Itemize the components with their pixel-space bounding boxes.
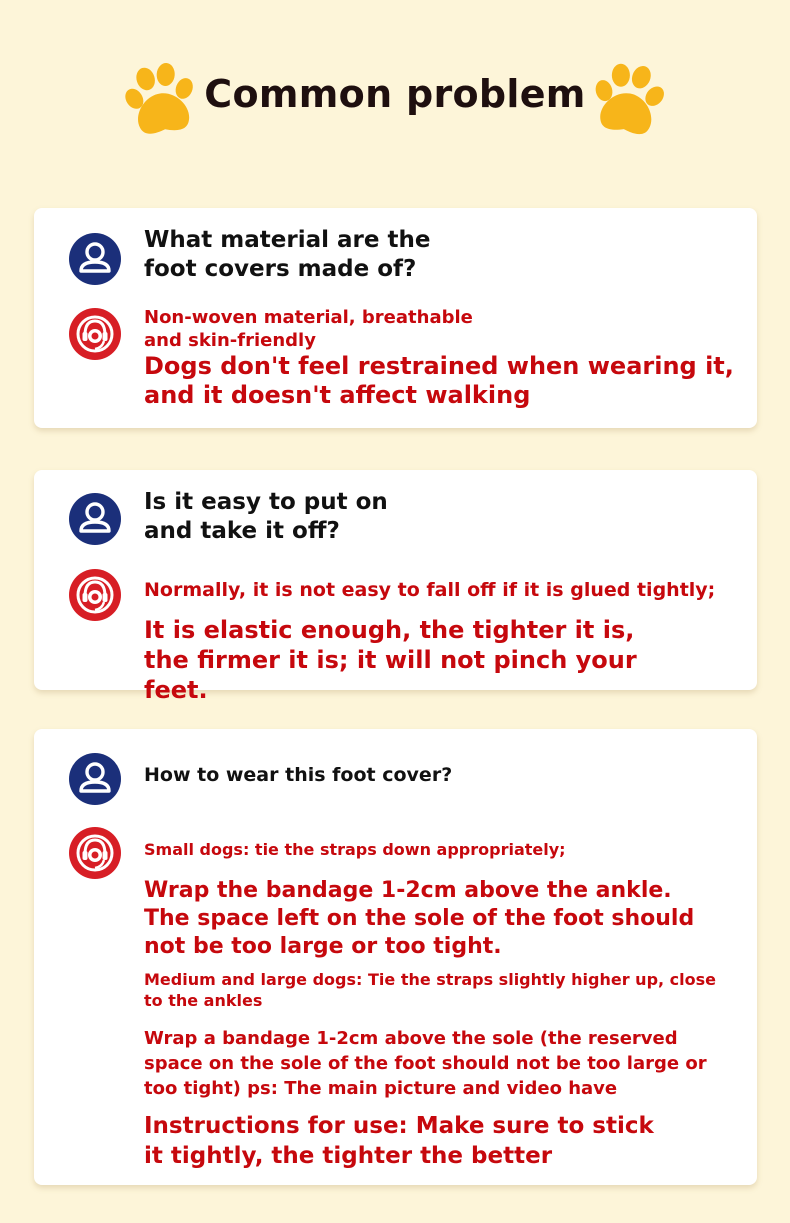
page-header [0, 52, 790, 148]
user-icon [68, 492, 122, 546]
faq-card [34, 470, 757, 704]
faq-card [34, 208, 757, 428]
page-title: Common problem [204, 72, 586, 116]
faq-answer: Non-woven material, breathable and skin-friendly [144, 307, 473, 351]
faq-answer: Medium and large dogs: Tie the straps slightly higher up, close to the ankles [144, 970, 717, 1010]
faq-answer: Small dogs: tie the straps down appropriately; [144, 840, 566, 859]
customer-service-icon [68, 568, 122, 622]
faq-answer: Normally, it is not easy to fall off if it is glued tightly; [144, 579, 716, 601]
faq-answer: Wrap the bandage 1-2cm above the ankle. The space left on the sole of the foot should not be too large or too tight. [144, 878, 695, 959]
faq-question: Is it easy to put on and take it off? [144, 489, 388, 544]
faq-answer: Instructions for use: Make sure to stick it tightly, the tighter the better [144, 1113, 654, 1169]
user-icon [68, 232, 122, 286]
customer-service-icon [68, 826, 122, 880]
faq-answer: It is elastic enough, the tighter it is, the firmer it is; it will not pinch your feet. [144, 616, 637, 704]
faq-answer: Dogs don't feel restrained when wearing it, and it doesn't affect walking [144, 352, 734, 409]
faq-answer: Wrap a bandage 1-2cm above the sole (the reserved space on the sole of the foot should not be too large or too tight) ps: The main picture and video have [144, 1028, 707, 1099]
user-icon [68, 752, 122, 806]
customer-service-icon [68, 307, 122, 361]
faq-question: What material are the foot covers made of? [144, 227, 431, 282]
paw-icon [588, 58, 670, 142]
faq-question: How to wear this foot cover? [144, 764, 453, 786]
faq-card [34, 729, 757, 1185]
